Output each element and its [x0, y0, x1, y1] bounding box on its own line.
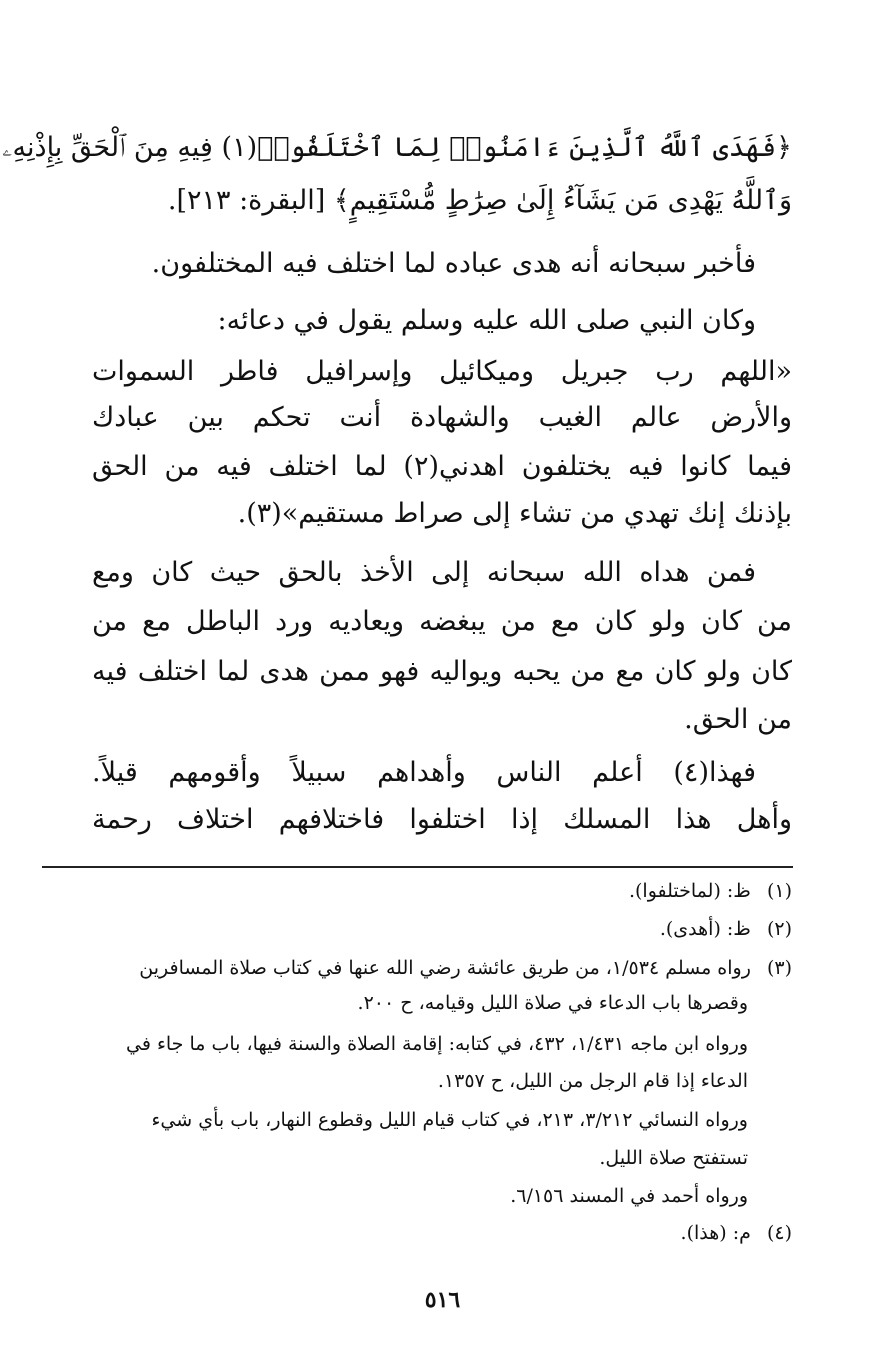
footnote-3-line-5: ورواه النسائي ٣/٢١٢، ٢١٣، في كتاب قيام الليل وقطوع النهار، باب بأي شيء	[151, 1109, 748, 1131]
page-number: ٥١٦	[424, 1287, 461, 1313]
footnote-2-number: (٢)	[766, 918, 792, 940]
footnote-3-line-3: ورواه ابن ماجه ١/٤٣١، ٤٣٢، في كتابه: إقامة الصلاة والسنة فيها، باب ما جاء في	[125, 1033, 748, 1055]
paragraph-1-line-1: فأخبر سبحانه أنه هدى عباده لما اختلف فيه المختلفون.	[151, 248, 756, 279]
footnote-4	[37, 1218, 792, 1248]
paragraph-3-line-2: من كان ولو كان مع من يبغضه ويعاديه ورد الباطل مع من	[92, 606, 792, 637]
footnote-2-text: ظ: (أهدى).	[659, 918, 751, 940]
footnote-1-number: (١)	[766, 880, 792, 902]
paragraph-2-line-2: «اللهم رب جبريل وميكائيل وإسرافيل فاطر السموات	[92, 356, 792, 387]
paragraph-4-line-2: وأهل هذا المسلك إذا اختلفوا فاختلافهم اختلاف رحمة	[92, 804, 792, 835]
paragraph-3-line-3: كان ولو كان مع من يحبه ويواليه فهو ممن هدى لما اختلف فيه	[92, 656, 792, 687]
quran-verse-line-1: ﴿فَهَدَى ٱللَّهُ ٱلَّذِينَ ءَامَنُوا۟ لِمَا ٱخْتَلَفُوا۟(١) فِيهِ مِنَ ٱلْحَقِّ بِإِذْنِهِۦ	[2, 132, 792, 163]
paragraph-2-line-1: وكان النبي صلى الله عليه وسلم يقول في دعائه:	[217, 305, 756, 336]
footnote-3-line-4: الدعاء إذا قام الرجل من الليل، ح ١٣٥٧.	[437, 1070, 748, 1092]
paragraph-3-line-1: فمن هداه الله سبحانه إلى الأخذ بالحق حيث كان ومع	[92, 557, 756, 588]
footnote-2	[37, 914, 792, 944]
footnote-3-line-2: وقصرها باب الدعاء في صلاة الليل وقيامه، ح ٢٠٠.	[357, 992, 748, 1014]
quran-verse-line-2: وَٱللَّهُ يَهْدِى مَن يَشَآءُ إِلَىٰ صِرَٰطٍ مُّسْتَقِيمٍ﴾ [البقرة: ٢١٣].	[167, 185, 792, 216]
footnote-3-line-7: ورواه أحمد في المسند ٦/١٥٦.	[510, 1185, 748, 1207]
paragraph-3-line-4: من الحق.	[684, 704, 792, 735]
footnote-3	[37, 953, 792, 983]
footnote-4-number: (٤)	[766, 1222, 792, 1244]
footnote-3-line-6: تستفتح صلاة الليل.	[599, 1147, 748, 1169]
paragraph-2-line-3: والأرض عالم الغيب والشهادة أنت تحكم بين عبادك	[92, 402, 792, 433]
footnote-1-text: ظ: (لماختلفوا).	[628, 880, 751, 902]
footnote-1	[37, 876, 792, 906]
paragraph-2-line-4: فيما كانوا فيه يختلفون اهدني(٢) لما اختلف فيه من الحق	[92, 451, 792, 482]
paragraph-2-line-5: بإذنك إنك تهدي من تشاء إلى صراط مستقيم»(٣).	[237, 498, 792, 529]
footnote-4-text: م: (هذا).	[680, 1222, 751, 1244]
footnote-3-text-line-1: رواه مسلم ١/٥٣٤، من طريق عائشة رضي الله عنها في كتاب صلاة المسافرين	[139, 957, 751, 979]
paragraph-4-line-1: فهذا(٤) أعلم الناس وأهداهم سبيلاً وأقومهم قيلاً.	[92, 757, 756, 788]
footnote-3-number: (٣)	[766, 957, 792, 979]
footnote-divider	[42, 866, 793, 868]
